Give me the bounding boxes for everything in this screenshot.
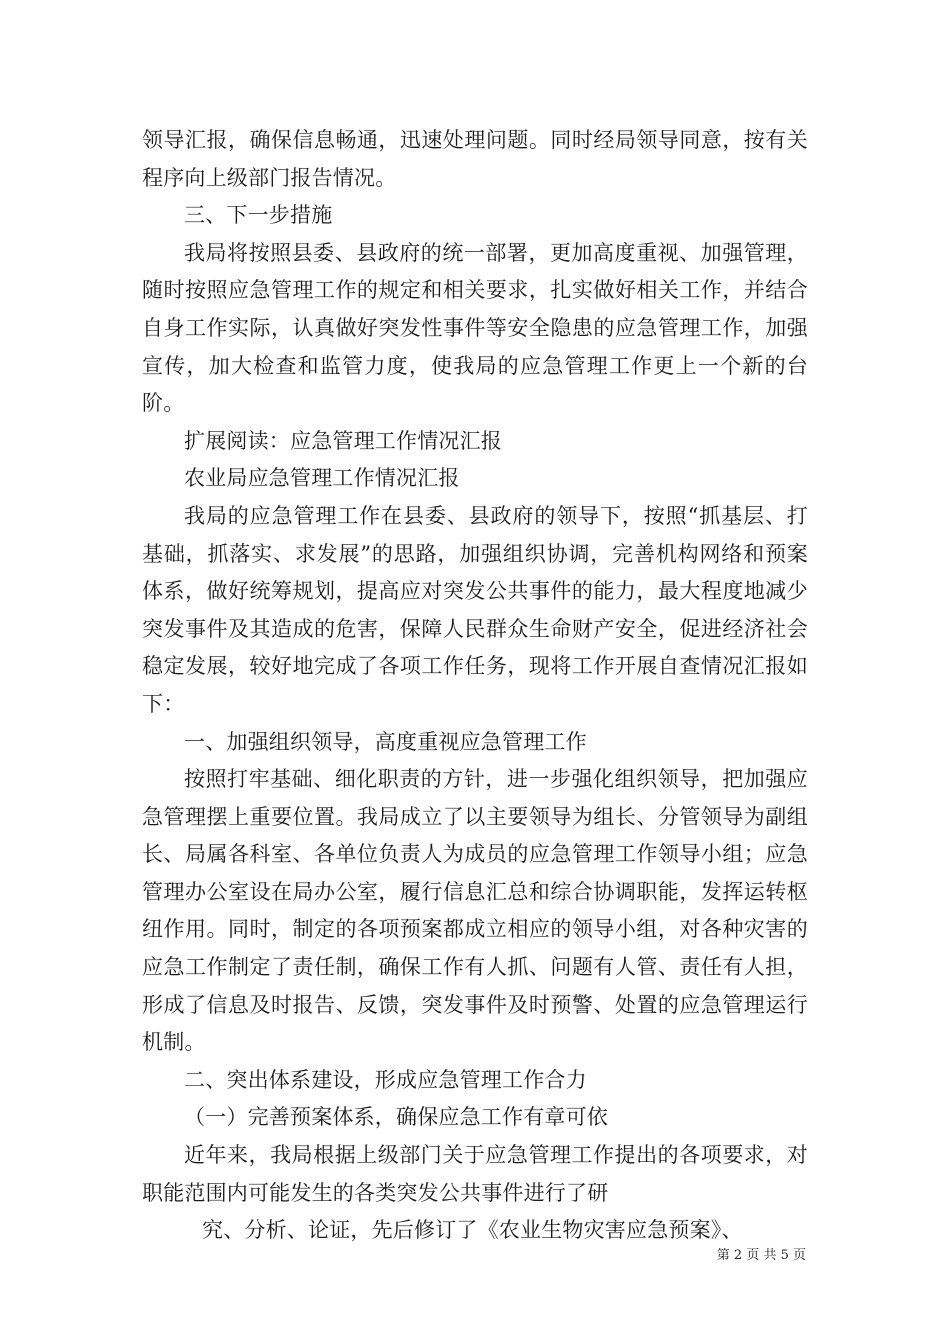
paragraph: 我局将按照县委、县政府的统一部署，更加高度重视、加强管理，随时按照应急管理工作的规定和相关要求，扎实做好相关工作，并结合自身工作实际，认真做好突发性事件等安全隐患的应急管理工作，加强宣传，加大检查和监管力度，使我局的应急管理工作更上一个新的台阶。 <box>142 240 808 416</box>
section-heading: 三、下一步措施 <box>184 203 333 228</box>
page-number-footer: 第 2 页 共 5 页 <box>716 1248 806 1263</box>
paragraph: 我局的应急管理工作在县委、县政府的领导下，按照“抓基层、打基础，抓落实、求发展”的思路，加强组织协调，完善机构网络和预案体系，做好统筹规划，提高应对突发公共事件的能力，最大程度地减少突发事件及其造成的危害，保障人民群众生命财产安全，促进经济社会稳定发展，较好地完成了各项工作任务，现将工作开展自查情况汇报如下： <box>142 503 808 716</box>
paragraph-continuation: 究、分析、论证，先后修订了《农业生物灾害应急预案》、 <box>202 1218 743 1243</box>
subsection-heading: （一）完善预案体系，确保应急工作有章可依 <box>184 1105 608 1130</box>
section-heading: 二、突出体系建设，形成应急管理工作合力 <box>184 1067 587 1092</box>
extended-reading-label: 扩展阅读：应急管理工作情况汇报 <box>184 428 502 453</box>
section-heading: 一、加强组织领导，高度重视应急管理工作 <box>184 729 587 754</box>
paragraph: 领导汇报，确保信息畅通，迅速处理问题。同时经局领导同意，按有关程序向上级部门报告情况。 <box>142 128 808 190</box>
document-body <box>142 122 808 1250</box>
paragraph: 按照打牢基础、细化职责的方针，进一步强化组织领导，把加强应急管理摆上重要位置。我局成立了以主要领导为组长、分管领导为副组长、局属各科室、各单位负责人为成员的应急管理工作领导小组；应急管理办公室设在局办公室，履行信息汇总和综合协调职能，发挥运转枢纽作用。同时，制定的各项预案都成立相应的领导小组，对各种灾害的应急工作制定了责任制，确保工作有人抓、问题有人管、责任有人担，形成了信息及时报告、反馈，突发事件及时预警、处置的应急管理运行机制。 <box>142 767 808 1055</box>
paragraph: 近年来，我局根据上级部门关于应急管理工作提出的各项要求，对职能范围内可能发生的各类突发公共事件进行了研 <box>142 1143 808 1205</box>
report-title: 农业局应急管理工作情况汇报 <box>184 466 460 491</box>
